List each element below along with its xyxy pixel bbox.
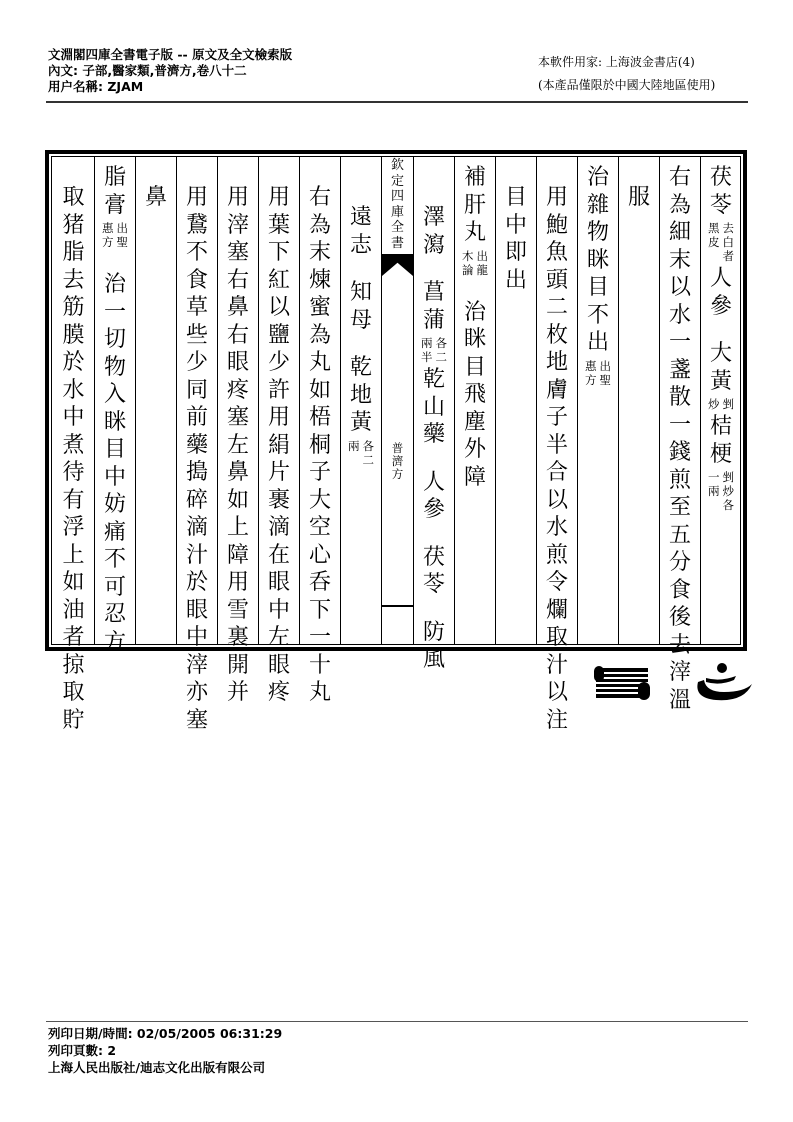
text-column xyxy=(135,156,176,645)
fish-tail-icon xyxy=(382,254,413,276)
text-column xyxy=(176,156,217,733)
footer-divider xyxy=(46,1021,748,1022)
column-text: 治 雜 物 眯 目 不 出 出 聖 惠 方 xyxy=(585,165,611,387)
text-column xyxy=(454,156,495,645)
region-note: (本產品僅限於中國大陸地區使用) xyxy=(538,78,716,92)
books-logo-icon xyxy=(594,662,774,704)
column-text: 右 為 末 煉 蜜 為 丸 如 梧 桐 子 大 空 心 呑 下 一 十 丸 xyxy=(308,185,331,705)
column-text: 右 為 細 末 以 水 一 盞 散 一 錢 煎 至 五 分 食 後 去 滓 溫 xyxy=(668,165,691,713)
app-title: 文淵閣四庫全書電子版 -- 原文及全文檢索版 xyxy=(48,47,293,62)
annotation-note: 出 聖 惠 方 xyxy=(102,221,128,249)
column-text: 取 猪 脂 去 筋 膜 於 水 中 煮 待 有 浮 上 如 油 者 掠 取 貯 xyxy=(62,185,85,733)
print-pages: 列印頁數: 2 xyxy=(48,1043,117,1058)
annotation-note: 出 龍 木 論 xyxy=(462,248,488,277)
header-right xyxy=(538,51,715,97)
publisher-logo xyxy=(594,662,774,708)
text-column xyxy=(258,156,299,705)
column-text: 服 xyxy=(627,185,650,210)
footer xyxy=(48,1025,282,1076)
annotation-note: 去 白 者 黑 皮 xyxy=(708,221,734,263)
annotation-note: 剉 炒 各 一 兩 xyxy=(708,470,734,512)
text-column xyxy=(299,156,340,705)
annotation-note: 出 聖 惠 方 xyxy=(585,358,611,387)
print-datetime: 列印日期/時間: 02/05/2005 06:31:29 xyxy=(48,1026,283,1041)
text-column xyxy=(413,156,454,672)
column-text: 用 鮑 魚 頭 二 枚 地 膚 子 半 合 以 水 煎 令 爛 取 汁 以 注 xyxy=(545,185,568,733)
text-column xyxy=(495,156,536,645)
annotation-note: 各 二 兩 半 xyxy=(421,336,447,364)
annotation-note: 各 二 兩 xyxy=(348,438,374,467)
text-column xyxy=(659,156,700,713)
column-text: 用 鵞 不 食 草 些 少 同 前 藥 搗 碎 滴 汁 於 眼 中 滓 亦 塞 xyxy=(185,185,208,733)
text-column xyxy=(618,156,659,645)
banner-book-name: 普 濟 方 xyxy=(391,441,404,481)
column-text: 目 中 即 出 xyxy=(504,185,527,293)
text-column xyxy=(536,156,577,733)
user-name: 用户名稱: ZJAM xyxy=(48,79,144,94)
text-column xyxy=(53,156,94,733)
banner-divider xyxy=(382,605,413,607)
column-text: 脂 膏 出 聖 惠 方 治 一 切 物 入 眯 目 中 妨 痛 不 可 忍 方 xyxy=(102,165,128,655)
column-text: 用 滓 塞 右 鼻 右 眼 疼 塞 左 鼻 如 上 障 用 雪 裏 開 并 xyxy=(226,185,249,705)
center-banner xyxy=(381,156,413,645)
annotation-note: 剉 炒 xyxy=(708,397,734,411)
column-text: 鼻 xyxy=(144,185,167,210)
publisher: 上海人民出版社/迪志文化出版有限公司 xyxy=(48,1060,266,1075)
banner-title: 欽 定 四 庫 全 書 xyxy=(390,158,404,251)
header-divider xyxy=(46,101,748,103)
content-path: 內文: 子部,醫家類,普濟方,卷八十二 xyxy=(48,63,247,78)
text-column xyxy=(577,156,618,645)
text-column xyxy=(340,156,381,645)
header-left xyxy=(48,47,292,95)
column-text: 用 葉 下 紅 以 鹽 少 許 用 絹 片 裹 滴 在 眼 中 左 眼 疼 xyxy=(267,185,290,705)
text-column xyxy=(94,156,135,655)
text-column xyxy=(217,156,258,705)
column-text: 補 肝 丸 出 龍 木 論 治 眯 目 飛 塵 外 障 xyxy=(462,165,488,490)
text-column xyxy=(700,156,741,645)
column-text: 茯 苓 去 白 者 黑 皮 人 參 大 黃 剉 炒 桔 梗 剉 炒 各 一 兩 xyxy=(708,165,734,512)
column-text: 澤 瀉 菖 蒲 各 二 兩 半 乾 山 藥 人 參 茯 苓 防 風 xyxy=(421,205,447,672)
column-text: 遠 志 知 母 乾 地 黃 各 二 兩 xyxy=(348,205,374,467)
licensee: 本軟件用家: 上海波金書店(4) xyxy=(538,55,695,69)
